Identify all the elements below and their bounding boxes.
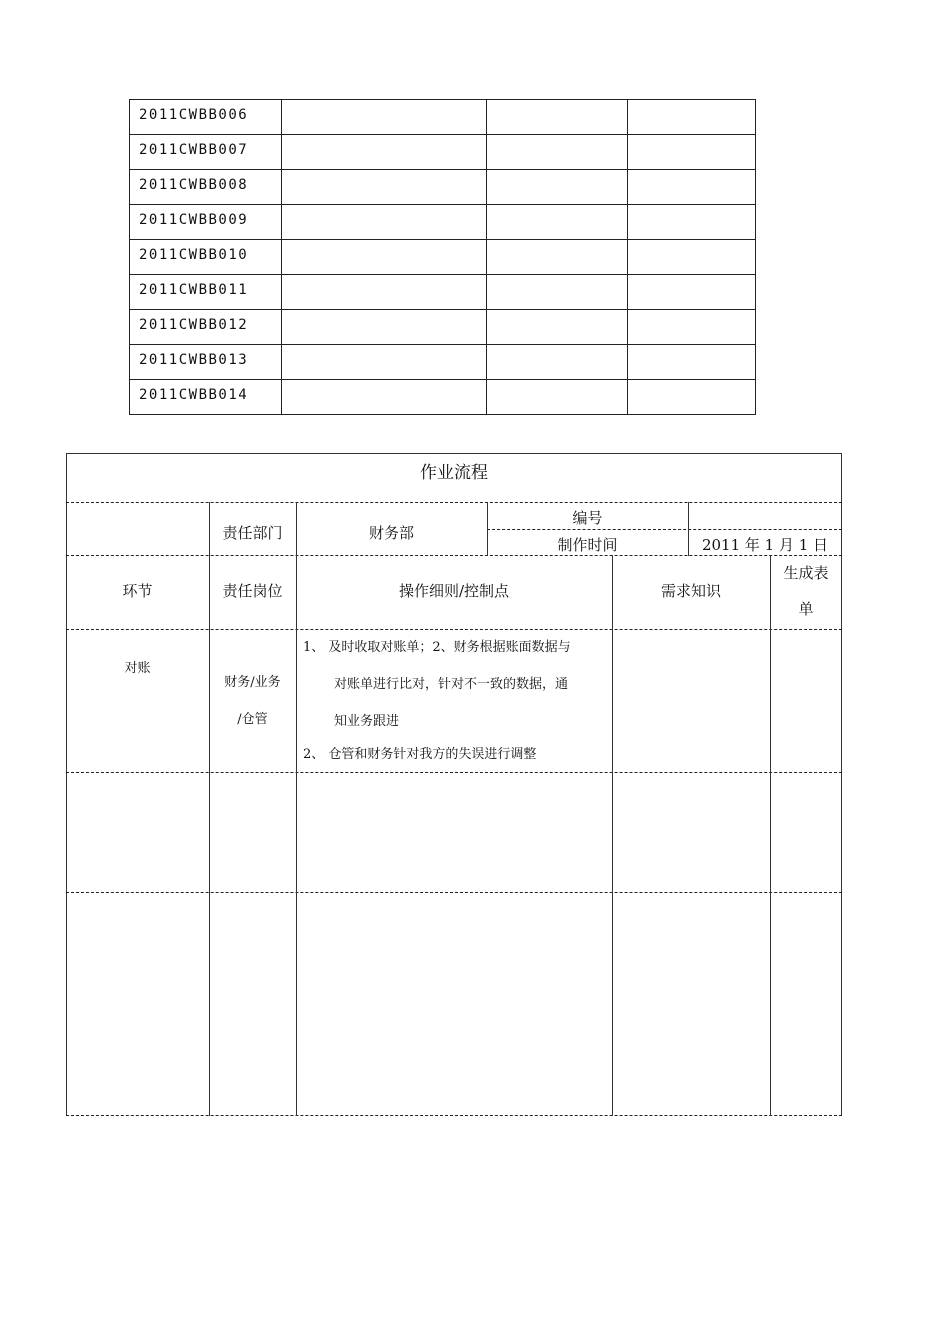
- divider-row2: [66, 892, 842, 893]
- header-knowledge: 需求知识: [660, 582, 721, 600]
- row1-detail-line1: 1、 及时收取对账单；2、财务根据账面数据与: [303, 640, 571, 655]
- vline-body-4: [770, 555, 771, 1116]
- empty-cell: [487, 170, 628, 205]
- form-title: 作业流程: [420, 463, 488, 483]
- empty-cell: [487, 345, 628, 380]
- code-cell: 2011CWBB011: [130, 275, 282, 310]
- empty-cell: [487, 135, 628, 170]
- code-cell: 2011CWBB014: [130, 380, 282, 415]
- code-row: [130, 205, 756, 240]
- divider-title: [66, 502, 842, 503]
- empty-cell: [487, 100, 628, 135]
- empty-cell: [487, 240, 628, 275]
- header-post: 责任岗位: [222, 582, 283, 600]
- divider-meta: [66, 555, 842, 556]
- row1-detail-line3: 知业务跟进: [334, 714, 400, 729]
- empty-cell: [487, 310, 628, 345]
- empty-cell: [487, 380, 628, 415]
- workflow-form: [66, 453, 842, 1116]
- empty-cell: [282, 345, 487, 380]
- empty-cell: [628, 135, 756, 170]
- row1-post-line1: 财务/业务: [224, 675, 281, 690]
- row1-detail-line4: 2、 仓管和财务针对我方的失误进行调整: [303, 747, 537, 762]
- empty-cell: [487, 275, 628, 310]
- empty-cell: [282, 205, 487, 240]
- empty-cell: [282, 135, 487, 170]
- code-table: [129, 99, 756, 415]
- dept-label: 责任部门: [222, 524, 283, 542]
- code-row: [130, 310, 756, 345]
- code-cell: 2011CWBB007: [130, 135, 282, 170]
- divider-header: [66, 629, 842, 630]
- code-row: [130, 135, 756, 170]
- number-label: 编号: [572, 509, 603, 527]
- empty-cell: [628, 170, 756, 205]
- divider-row1: [66, 772, 842, 773]
- date-value: 2011 年 1 月 1 日: [701, 536, 829, 554]
- divider-number: [487, 529, 842, 530]
- vline-body-3: [612, 555, 613, 1116]
- row1-post-line2: /仓管: [237, 712, 268, 727]
- empty-cell: [628, 310, 756, 345]
- empty-cell: [282, 170, 487, 205]
- code-cell: 2011CWBB008: [130, 170, 282, 205]
- empty-cell: [628, 205, 756, 240]
- empty-cell: [628, 240, 756, 275]
- code-cell: 2011CWBB006: [130, 100, 282, 135]
- code-cell: 2011CWBB012: [130, 310, 282, 345]
- header-forms-line1: 生成表: [783, 564, 829, 582]
- empty-cell: [628, 345, 756, 380]
- header-step: 环节: [122, 582, 153, 600]
- code-table-body: [130, 100, 756, 415]
- date-label: 制作时间: [557, 536, 618, 554]
- code-row: [130, 170, 756, 205]
- code-cell: 2011CWBB010: [130, 240, 282, 275]
- code-row: [130, 345, 756, 380]
- empty-cell: [282, 310, 487, 345]
- form-border-top: [66, 453, 842, 454]
- empty-cell: [628, 100, 756, 135]
- code-cell: 2011CWBB009: [130, 205, 282, 240]
- empty-cell: [282, 100, 487, 135]
- empty-cell: [282, 380, 487, 415]
- vline-body-2: [296, 555, 297, 1116]
- code-row: [130, 380, 756, 415]
- dept-value: 财务部: [368, 524, 414, 542]
- empty-cell: [628, 380, 756, 415]
- code-row: [130, 100, 756, 135]
- empty-cell: [487, 205, 628, 240]
- code-cell: 2011CWBB013: [130, 345, 282, 380]
- row1-detail-line2: 对账单进行比对，针对不一致的数据，通: [334, 677, 569, 692]
- vline-body-1: [209, 555, 210, 1116]
- row1-step: 对账: [124, 661, 151, 676]
- empty-cell: [282, 240, 487, 275]
- code-row: [130, 240, 756, 275]
- form-border-left: [66, 453, 67, 1116]
- empty-cell: [282, 275, 487, 310]
- header-forms-line2: 单: [798, 600, 814, 618]
- empty-cell: [628, 275, 756, 310]
- divider-bottom: [66, 1115, 842, 1116]
- header-detail: 操作细则/控制点: [398, 582, 510, 600]
- code-row: [130, 275, 756, 310]
